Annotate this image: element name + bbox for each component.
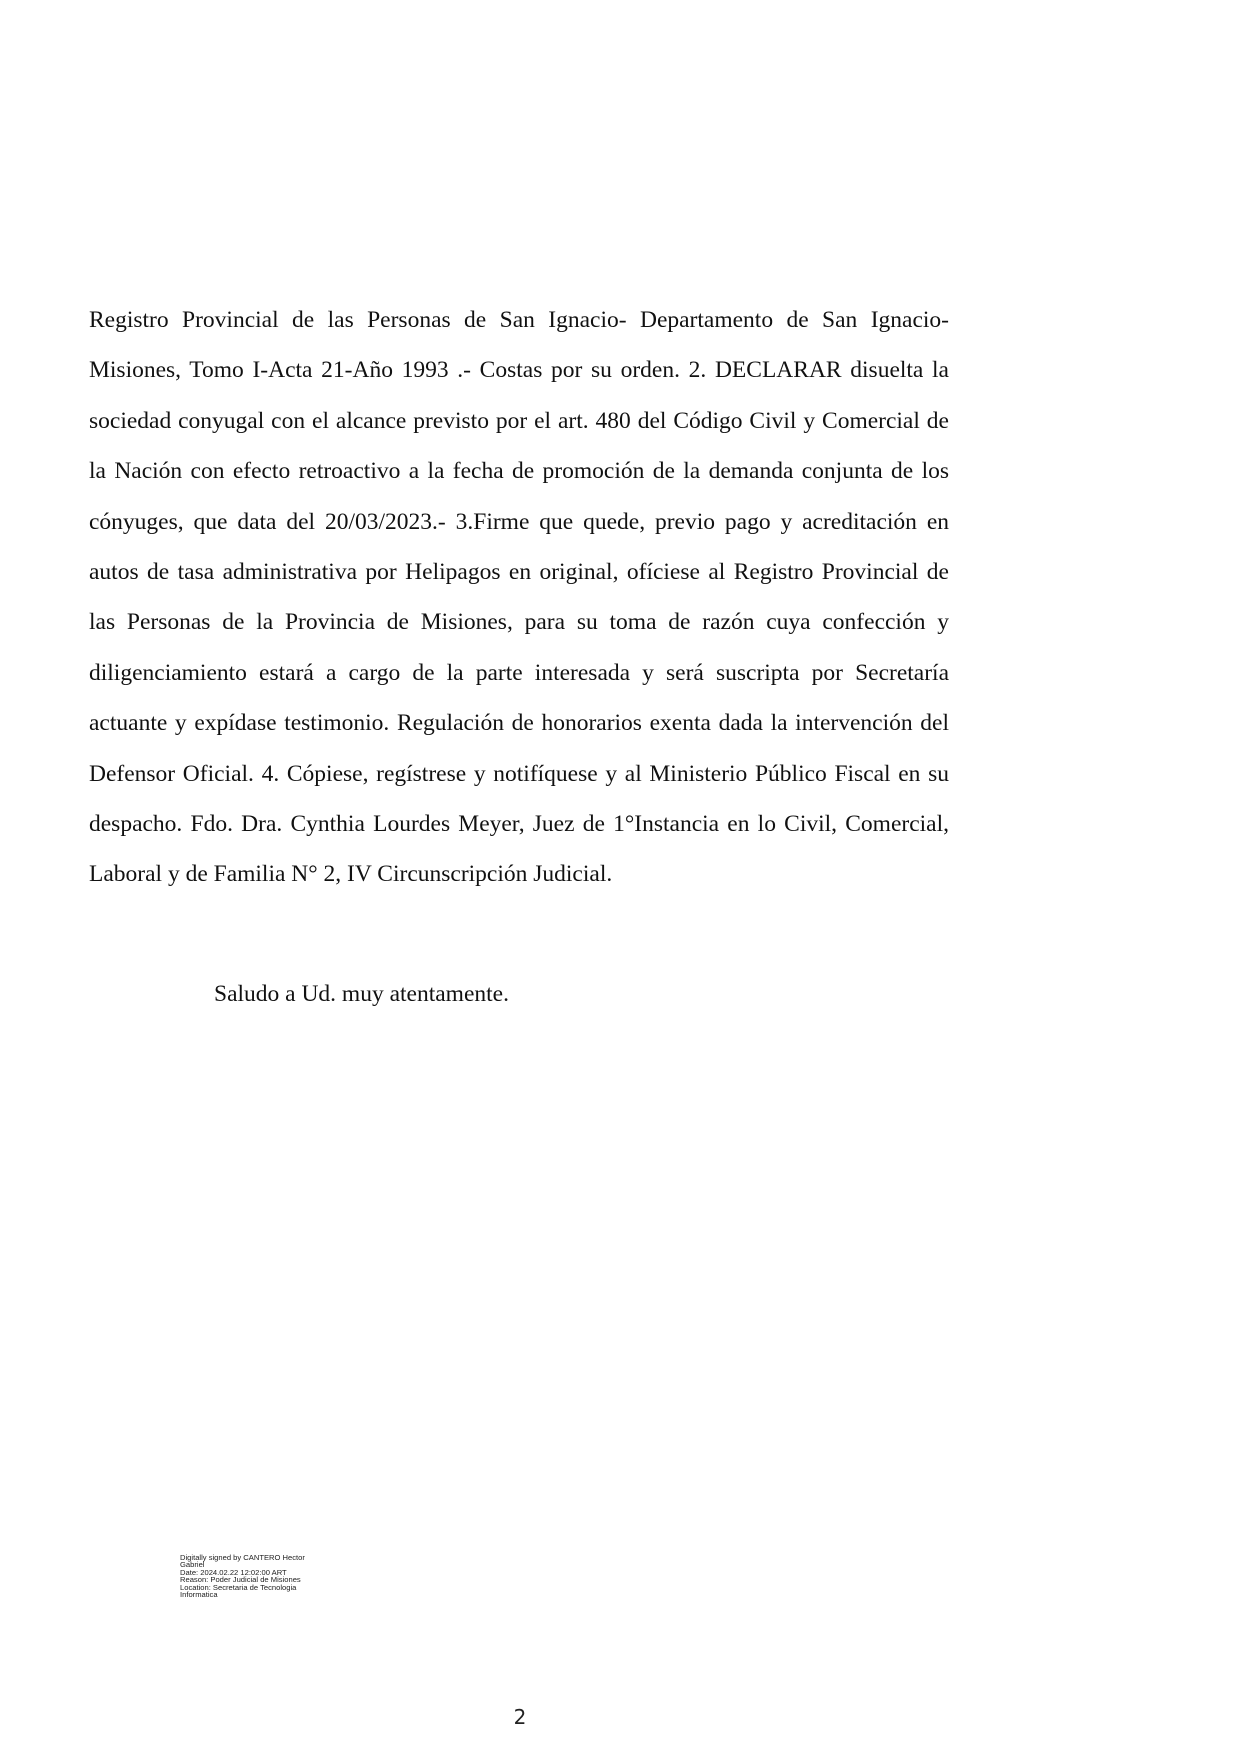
signature-line-location-cont: Informatica	[180, 1590, 218, 1600]
page-number: 2	[513, 1705, 527, 1729]
closing-salutation: Saludo a Ud. muy atentamente.	[214, 981, 509, 1007]
signature-line-reason: Reason: Poder Judicial de Misiones	[180, 1575, 301, 1585]
signature-line-signer: Digitally signed by CANTERO Hector	[180, 1553, 305, 1562]
body-paragraph: Registro Provincial de las Personas de San Ignacio- Departamento de San Ignacio-Misiones, Tomo I-Acta 21-Año 1993 .- Costas por su orden. 2. DECLARAR disuelta la sociedad conyugal con el alcance previsto por el art. 480 del Código Civil y Comercial de la Nación con efecto retroactivo a la fecha de promoción de la demanda conjunta de los cónyuges, que data del 20/03/2023.- 3.Firme que quede, previo pago y acreditación en autos de tasa administrativa por Helipagos en original, ofíciese al Registro Provincial de las Personas de la Provincia de Misiones, para su toma de razón cuya confección y diligenciamiento estará a cargo de la parte interesada y será suscripta por Secretaría actuante y expídase testimonio. Regulación de honorarios exenta dada la intervención del Defensor Oficial. 4. Cópiese, regístrese y notifíquese y al Ministerio Público Fiscal en su despacho. Fdo. Dra. Cynthia Lourdes Meyer, Juez de 1°Instancia en lo Civil, Comercial, Laboral y de Familia N° 2, IV Circunscripción Judicial.	[89, 307, 949, 888]
signature-line-location: Location: Secretaria de Tecnologia	[180, 1582, 297, 1592]
signature-line-date: Date: 2024.02.22 12:02:00 ART	[180, 1567, 287, 1577]
signature-line-signer-cont: Gabriel	[180, 1560, 205, 1570]
digital-signature-block	[180, 1554, 330, 1598]
